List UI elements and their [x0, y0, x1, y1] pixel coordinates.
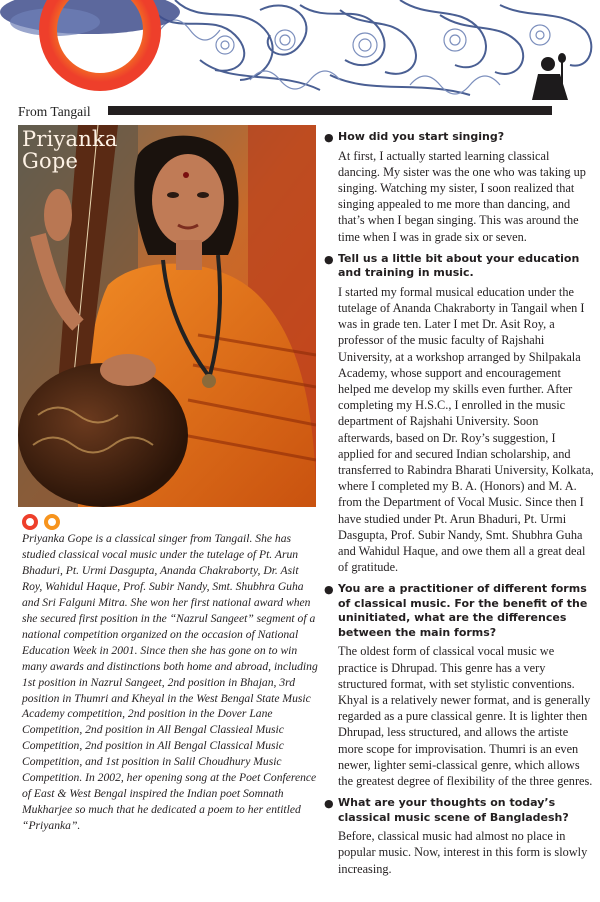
- qa-item: [322, 130, 594, 245]
- qa-item: [322, 252, 594, 576]
- answer: Before, classical music had almost no place in popular music. Now, interest in this form is slowly increasing.: [338, 829, 588, 876]
- question: [322, 252, 594, 281]
- section-rule: [108, 106, 552, 115]
- answer: At first, I actually started learning classical dancing. My sister was the one who was taking up singing. Watching my sister, I soon realized that singing appealed to me more than dancing, and that’s when I began singing. This was around the time when I was in grade six or seven.: [338, 148, 586, 244]
- artist-name-line2: Gope: [22, 149, 79, 173]
- bullet-icon: ●: [324, 131, 334, 144]
- decorative-banner: [0, 0, 600, 100]
- question-text: Tell us a little bit about your education and training in music.: [338, 251, 580, 280]
- answer: I started my formal musical education under the tutelage of Ananda Chakraborty in Tangail when I was in grade ten. Later I met Dr. Asit Roy, a professor of the music faculty of Rajshahi University, at a workshop arranged by Shilpakala Academy, whose support and encouragement helped me develop my skills even further. After completing my H.S.C., I enrolled in the music department of Rajshahi University. Soon afterwards, based on Dr. Roy’s suggestion, I applied for and secured Indian scholarship, and transferred to Rabindra Bharati University, Kolkata, where I completed my B. A. (Honors) and M. A. from the Department of Vocal Music. Since then I have studied under Pt. Arun Bhaduri, Pt. Urmi Dasgupta, Prof. Subir Nandy, Smt. Shubhra Guha and Wahidul Haque, and owe them all a great deal of gratitude.: [338, 284, 594, 575]
- answer: The oldest form of classical vocal music we practice is Dhrupad. This genre has a very structured format, with set stylistic conventions. Khyal is a relatively newer format, and is generally regarded as a pure classical genre. It is lighter then Dhrupad, less structured, and allows the artiste more scope for improvisation. Thumri is an even newer, lighter semi-classical genre, which allows the greatest degree of flexibility of the three genres.: [338, 644, 593, 788]
- section-label: From Tangail: [18, 104, 91, 119]
- artist-portrait: [18, 125, 316, 507]
- question: [322, 796, 594, 825]
- artist-name: [22, 128, 118, 172]
- question-text: What are your thoughts on today’s classical music scene of Bangladesh?: [338, 796, 569, 824]
- bullet-icon: ●: [324, 583, 334, 597]
- question-text: How did you start singing?: [338, 130, 505, 143]
- qa-item: [322, 582, 594, 789]
- artist-name-line1: Priyanka: [22, 127, 118, 151]
- question-text: You are a practitioner of different forms of classical music. For the benefit of the uninitiated, what are the differences between the main forms?: [338, 582, 588, 639]
- ring-icon: [24, 516, 36, 528]
- bullet-icon: ●: [324, 252, 334, 266]
- question: [322, 130, 594, 145]
- ring-icon: [46, 516, 58, 528]
- interview-qa: [322, 130, 594, 884]
- question: [322, 582, 594, 640]
- artist-bio: Priyanka Gope is a classical singer from Tangail. She has studied classical vocal music under the tutelage of Pt. Arun Bhaduri, Pt. Urmi Dasgupta, Ananda Chakraborty, Dr. Asit Roy, Wahidul Haque, Prof. Subir Nandy, Smt. Shubhra Guha and Sri Falguni Mitra. She won her first national award when she secured first position in the “Nazrul Sangeet” segment of a national competition organized on the occasion of National Education Week in 2001. Since then she has gone on to win many awards and distinctions both home and abroad, including 1st position in Nazrul Sangeet, 2nd position in Bhajan, 3rd position in Thumri and Kheyal in the West Bengal State Music Academy competition, 2nd position in the Dover Lane Competition, 2nd position in All Bengal Classieal Music Competition, 2nd position in All Bengal Classical Music Competition, and 1st position in Salil Choudhury Music Competition. In 2002, her opening song at the Poet Conference of East & West Bengal inspired the Indian poet Somnath Mukharjee so much that he dedicated a poem to her entitled “Priyanka”.: [22, 532, 318, 833]
- swirl-pattern-graphic: [0, 0, 600, 100]
- qa-item: [322, 796, 594, 877]
- bullet-icon: ●: [324, 797, 334, 811]
